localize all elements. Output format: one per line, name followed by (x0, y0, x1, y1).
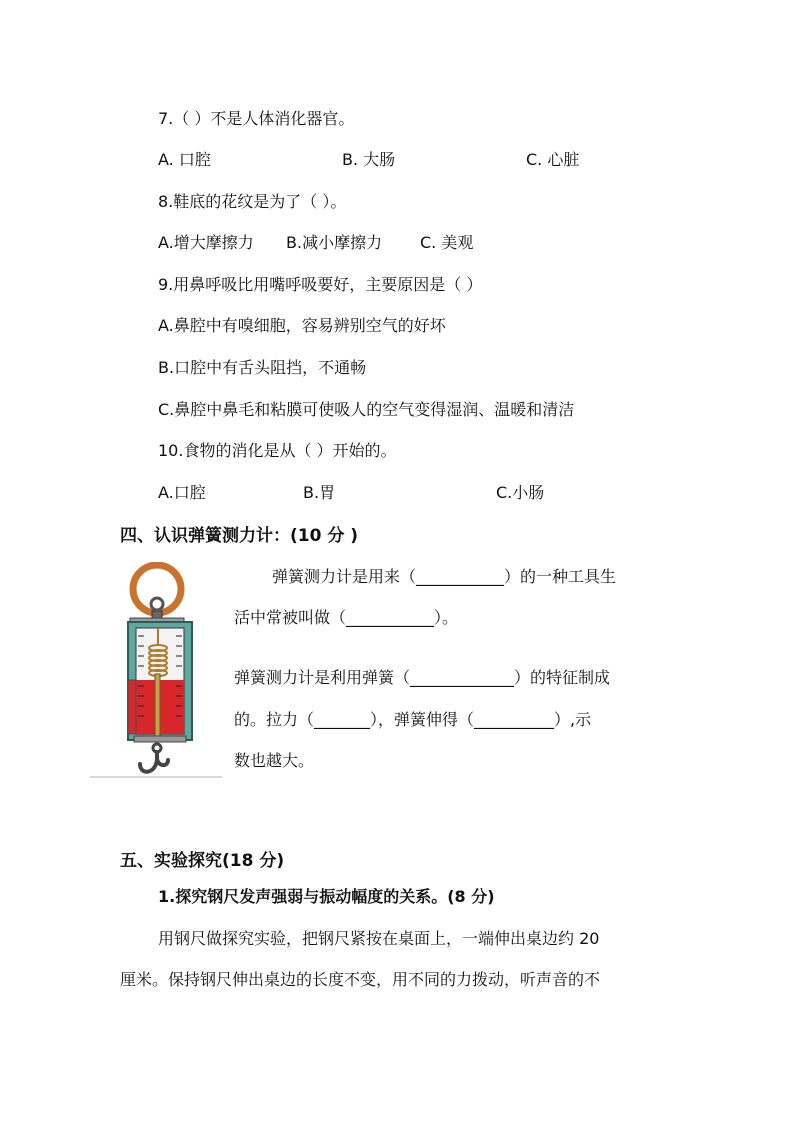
section-4-para1-line1: 弹簧测力计是用来（___________）的一种工具生 (272, 567, 617, 586)
q9-option-b: B.口腔中有舌头阻挡，不通畅 (158, 358, 367, 377)
spring-coil (149, 645, 167, 676)
spring-scale-illustration (88, 562, 228, 784)
question-8: 8.鞋底的花纹是为了（ ）。 (158, 192, 347, 211)
scale-hook (140, 752, 168, 772)
q8-option-c: C. 美观 (420, 233, 474, 252)
scale-ring (133, 565, 181, 613)
section-5-body-line1: 用钢尺做探究实验，把钢尺紧按在桌面上，一端伸出桌边约 20 (158, 929, 600, 948)
q7-option-c: C. 心脏 (526, 150, 580, 169)
question-10: 10.食物的消化是从（ ）开始的。 (158, 441, 397, 460)
q9-option-a: A.鼻腔中有嗅细胞，容易辨别空气的好坏 (158, 316, 446, 335)
q7-option-b: B. 大肠 (342, 150, 396, 169)
section-4-para1-line2: 活中常被叫做（___________）。 (234, 608, 459, 627)
section-5-title: 五、实验探究(18 分) (120, 851, 285, 871)
q8-option-b: B.减小摩擦力 (286, 233, 383, 252)
section-5-body-line2: 厘米。保持钢尺伸出桌边的长度不变，用不同的力拨动，听声音的不 (120, 970, 601, 989)
q7-option-a: A. 口腔 (158, 150, 211, 169)
q8-option-a: A.增大摩擦力 (158, 233, 254, 252)
q10-option-c: C.小肠 (496, 483, 545, 502)
question-7: 7.（ ）不是人体消化器官。 (158, 109, 355, 128)
q10-option-b: B.胃 (303, 483, 336, 502)
q10-option-a: A.口腔 (158, 483, 206, 502)
section-4-title: 四、认识弹簧测力计：(10 分 ) (120, 526, 359, 546)
q9-option-c: C.鼻腔中鼻毛和粘膜可使吸人的空气变得湿润、温暖和清洁 (158, 400, 575, 419)
question-9: 9.用鼻呼吸比用嘴呼吸要好，主要原因是（ ） (158, 275, 483, 294)
section-4-para2-line1: 弹簧测力计是利用弹簧（_____________）的特征制成 (234, 668, 611, 687)
section-4-para2-line2: 的。拉力（_______），弹簧伸得（__________）,示 (234, 710, 592, 729)
section-5-subquestion-1: 1.探究钢尺发声强弱与振动幅度的关系。(8 分) (158, 887, 495, 906)
section-4-para2-line3: 数也越大。 (234, 751, 315, 770)
